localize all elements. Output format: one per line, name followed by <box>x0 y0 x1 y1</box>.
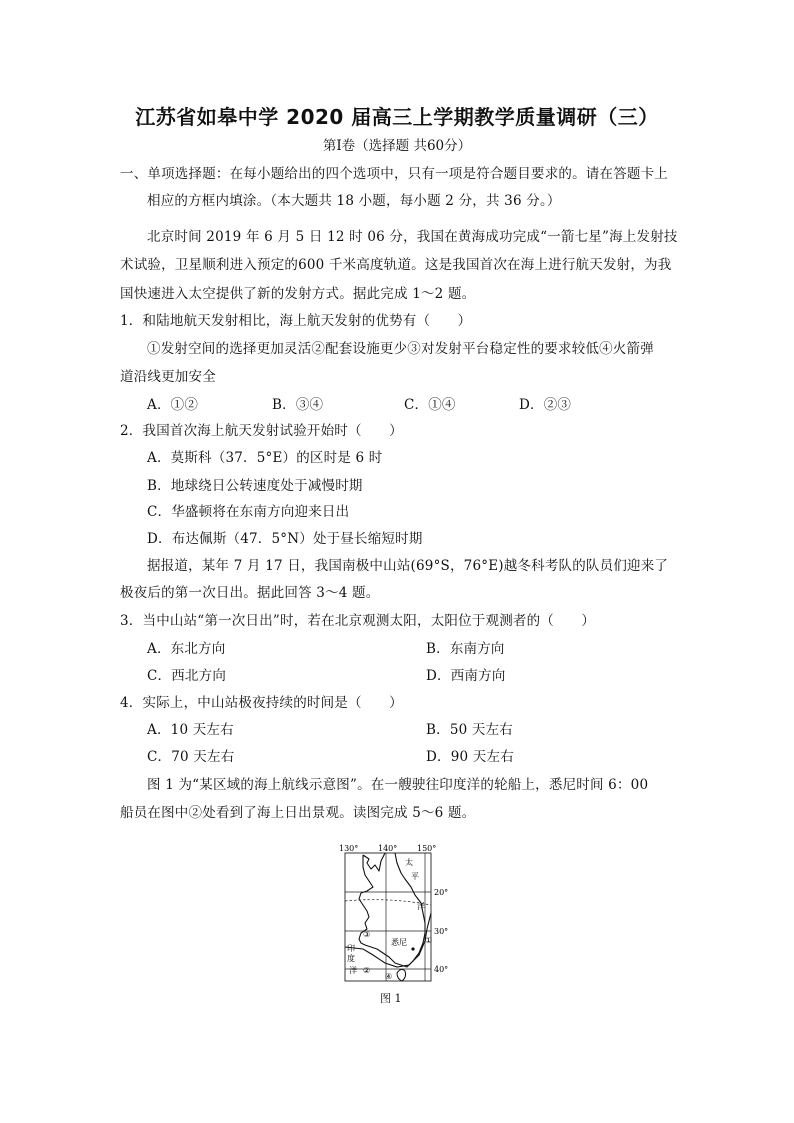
q3-option-c: C．西北方向 <box>147 668 227 684</box>
indian-ocean-label-3: 洋 <box>349 966 357 975</box>
q1-option-a: A．①② <box>147 397 199 413</box>
lon-140-label: 140° <box>378 844 398 853</box>
lat-30-label: 30° <box>434 927 449 936</box>
q4-option-d: D．90 天左右 <box>426 749 514 765</box>
passage2-line2: 极夜后的第一次日出。据此回答 3～4 题。 <box>120 585 380 601</box>
passage1-line2: 术试验，卫星顺利进入预定的600 千米高度轨道。这是我国首次在海上进行航天发射，为我 <box>120 257 672 273</box>
q2-option-a: A．莫斯科（37．5°E）的区时是 6 时 <box>147 450 383 466</box>
q4-option-c: C．70 天左右 <box>147 749 235 765</box>
q3-option-b: B．东南方向 <box>426 641 505 657</box>
q3-option-d: D．西南方向 <box>426 668 506 684</box>
q2-option-c: C．华盛顿将在东南方向迎来日出 <box>147 504 350 520</box>
section-subtitle: 第Ⅰ卷（选择题 共60分） <box>322 138 472 154</box>
q4-stem: 4．实际上，中山站极夜持续的时间是（ ） <box>120 695 403 711</box>
passage3-line1: 图 1 为“某区域的海上航线示意图”。在一艘驶往印度洋的轮船上，悉尼时间 6：00 <box>147 777 649 793</box>
route-point-2: ② <box>363 966 371 975</box>
passage3-line2: 船员在图中②处看到了海上日出景观。读图完成 5～6 题。 <box>120 805 476 821</box>
route-point-3: ③ <box>363 930 371 939</box>
lon-150-label: 150° <box>417 844 437 853</box>
indian-ocean-label-2: 度 <box>347 954 355 963</box>
pacific-label-2: 平 <box>411 872 419 881</box>
q4-option-b: B．50 天左右 <box>426 722 513 738</box>
lat-40-label: 40° <box>434 965 449 974</box>
q1-statements-line1: ①发射空间的选择更加灵活②配套设施更少③对发射平台稳定性的要求较低④火箭弹 <box>147 341 654 357</box>
lon-130-label: 130° <box>339 844 359 853</box>
route-point-1: ① <box>425 936 433 945</box>
q1-stem: 1．和陆地航天发射相比，海上航天发射的优势有（ ） <box>120 313 472 329</box>
passage1-line3: 国快速进入太空提供了新的发射方式。据此完成 1～2 题。 <box>120 286 476 302</box>
pacific-label-1: 太 <box>405 858 413 867</box>
pacific-label-3: 洋 <box>417 902 425 911</box>
passage1-line1: 北京时间 2019 年 6 月 5 日 12 时 06 分，我国在黄海成功完成“一箭七星”海上发射技 <box>147 229 678 245</box>
q2-option-d: D．布达佩斯（47．5°N）处于昼长缩短时期 <box>147 531 423 547</box>
q3-stem: 3．当中山站“第一次日出”时，若在北京观测太阳，太阳位于观测者的（ ） <box>120 613 596 629</box>
q2-option-b: B．地球绕日公转速度处于减慢时期 <box>147 478 363 494</box>
q2-stem: 2．我国首次海上航天发射试验开始时（ ） <box>120 423 403 439</box>
shipping-route <box>345 913 431 967</box>
figure-caption: 图 1 <box>380 992 402 1005</box>
sydney-marker <box>411 947 414 950</box>
q1-option-b: B．③④ <box>272 397 324 413</box>
sydney-label: 悉尼 <box>391 938 407 947</box>
route-point-4: ④ <box>385 972 393 981</box>
q3-option-a: A．东北方向 <box>147 641 226 657</box>
tasmania-island <box>397 969 406 981</box>
lat-20-label: 20° <box>434 888 449 897</box>
q1-statements-line2: 道沿线更加安全 <box>120 369 216 385</box>
q1-option-c: C．①④ <box>404 397 456 413</box>
q4-option-a: A．10 天左右 <box>147 722 234 738</box>
q1-option-d: D．②③ <box>519 397 572 413</box>
section-instruction-line1: 一、单项选择题：在每小题给出的四个选项中，只有一项是符合题目要求的。请在答题卡上 <box>120 166 668 182</box>
route-map-figure <box>339 843 454 986</box>
section-instruction-line2: 相应的方框内填涂。（本大题共 18 小题，每小题 2 分，共 36 分。） <box>147 193 561 209</box>
indian-ocean-label-1: 印 <box>347 944 355 953</box>
coastline <box>359 853 425 967</box>
passage2-line1: 据报道，某年 7 月 17 日，我国南极中山站(69°S，76°E)越冬科考队的队员们迎来了 <box>147 558 669 574</box>
document-title: 江苏省如皋中学 2020 届高三上学期教学质量调研（三） <box>135 105 659 129</box>
